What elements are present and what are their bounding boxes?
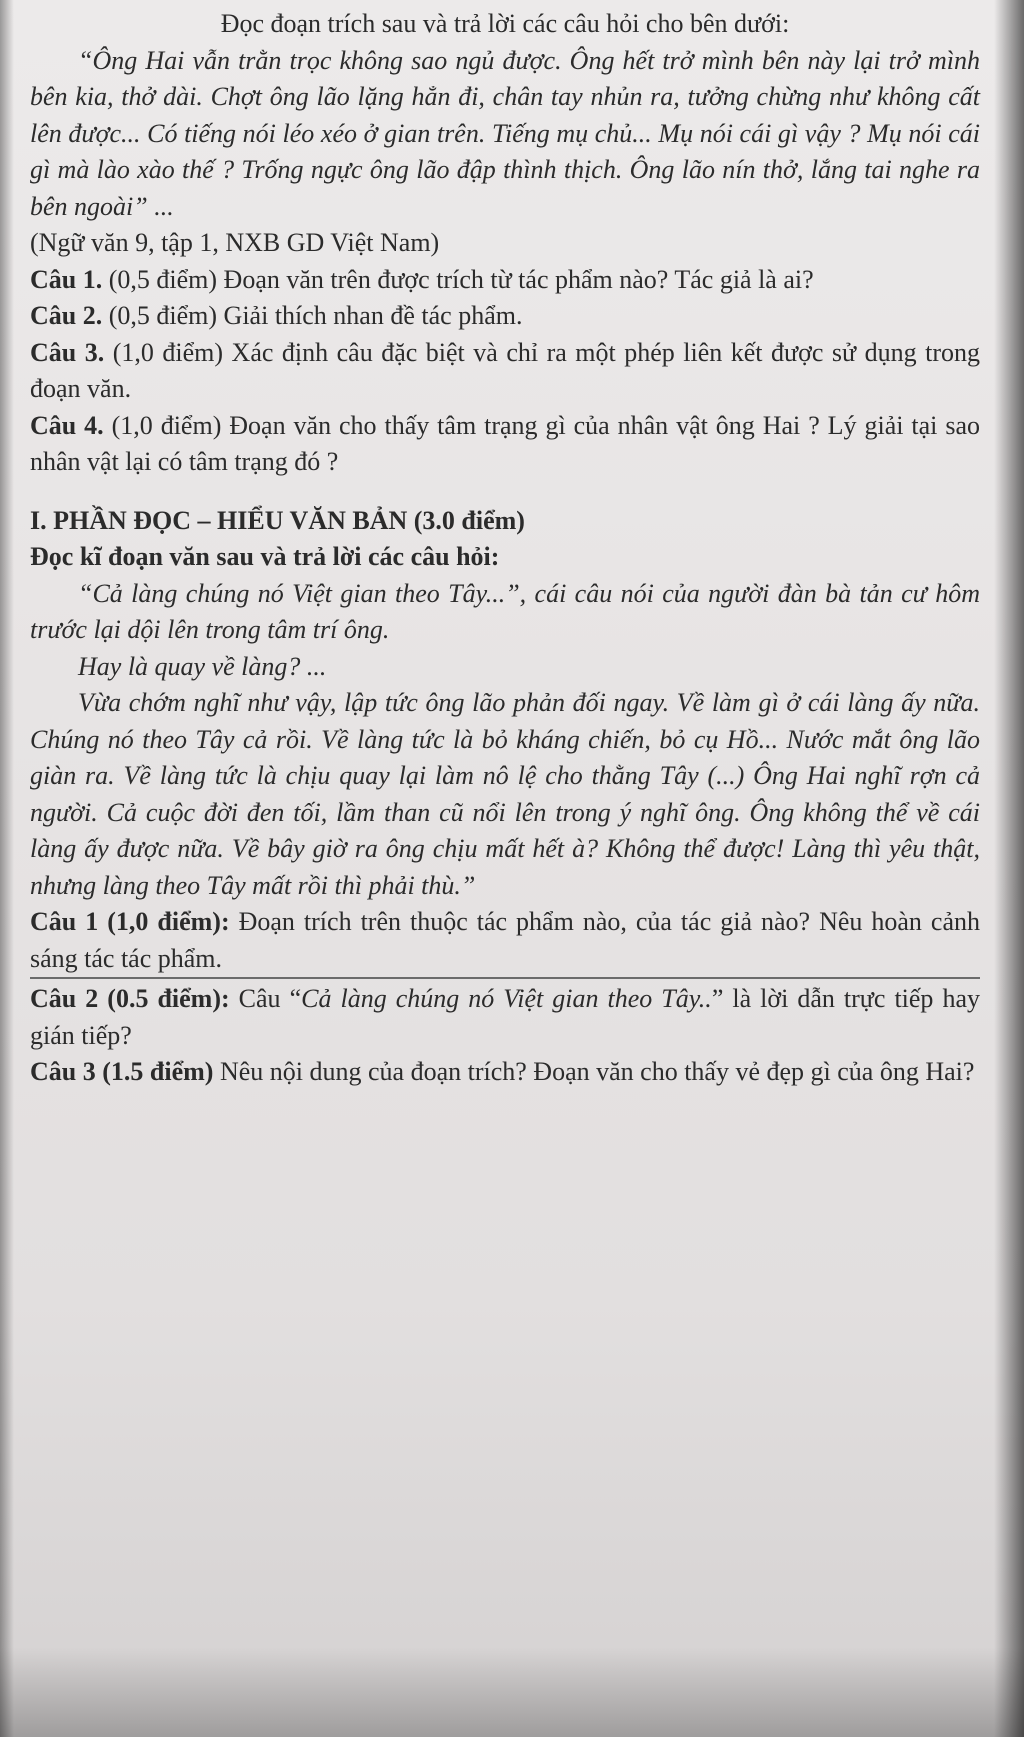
part2-question-1	[30, 904, 980, 977]
part1-instruction: Đọc đoạn trích sau và trả lời các câu hỏi cho bên dưới:	[220, 9, 790, 38]
question-text-pre: Câu “	[238, 984, 302, 1013]
part1-source: (Ngữ văn 9, tập 1, NXB GD Việt Nam)	[30, 228, 440, 257]
part1-question-2	[30, 298, 980, 335]
part2-passage-2: Hay là quay về làng? ...	[78, 651, 327, 681]
question-score: (0.5 điểm):	[107, 984, 230, 1013]
question-score: (1,0 điểm):	[107, 907, 230, 936]
part1-question-4	[30, 408, 980, 481]
question-score: (1.5 điểm)	[102, 1057, 214, 1086]
question-text: Nêu nội dung của đoạn trích? Đoạn văn cho thấy vẻ đẹp gì của ông Hai?	[219, 1057, 975, 1086]
part2-passage-3: Vừa chớm nghĩ như vậy, lập tức ông lão phản đối ngay. Về làm gì ở cái làng ấy nữa. Chúng nó theo Tây cả rồi. Về làng tức là bỏ kháng chiến, bỏ cụ Hồ... Nước mắt ông lão giàn ra. Về làng tức là chịu quay lại làm nô lệ cho thằng Tây (...) Ông Hai nghĩ rợn cả người. Cả cuộc đời đen tối, lầm than cũ nổi lên trong ý nghĩ ông. Ông không thể về cái làng ấy được nữa. Về bây giờ ra ông chịu mất hết à? Không thể được! Làng thì yêu thật, nhưng làng theo Tây mất rồi thì phải thù.”	[30, 688, 980, 900]
part1-question-3	[30, 335, 980, 408]
question-label: Câu 1.	[30, 264, 103, 294]
question-text: (0,5 điểm) Đoạn văn trên được trích từ tác phẩm nào? Tác giả là ai?	[108, 264, 814, 294]
question-text: (1,0 điểm) Xác định câu đặc biệt và chỉ ra một phép liên kết được sử dụng trong đoạn văn.	[30, 337, 980, 403]
question-label: Câu 3.	[30, 337, 105, 367]
part2-instruction: Đọc kĩ đoạn văn sau và trả lời các câu hỏi:	[30, 542, 500, 571]
question-label: Câu 2.	[30, 301, 103, 330]
question-label: Câu 1	[30, 907, 99, 936]
question-label: Câu 4.	[30, 410, 104, 440]
divider-line	[30, 977, 980, 979]
question-text: (0,5 điểm) Giải thích nhan đề tác phẩm.	[108, 301, 523, 330]
part2-passage-1: “Cả làng chúng nó Việt gian theo Tây...”, cái câu nói của người đàn bà tản cư hôm trước lại dội lên trong tâm trí ông.	[30, 578, 980, 644]
question-text-post: ” là lời dẫn trực tiếp hay gián tiếp?	[30, 984, 980, 1050]
question-label: Câu 3	[30, 1057, 96, 1086]
part1-passage: “Ông Hai vẫn trằn trọc không sao ngủ được. Ông hết trở mình bên này lại trở mình bên kia, thở dài. Chợt ông lão lặng hẳn đi, chân tay nhủn ra, tưởng chừng như không cất lên được... Có tiếng nói léo xéo ở gian trên. Tiếng mụ chủ... Mụ nói cái gì vậy ? Mụ nói cái gì mà lào xào thế ? Trống ngực ông lão đập thình thịch. Ông lão nín thở, lắng tai nghe ra bên ngoài” ...	[30, 45, 980, 221]
question-quote: Cả làng chúng nó Việt gian theo Tây..	[301, 984, 712, 1013]
question-text: (1,0 điểm) Đoạn văn cho thấy tâm trạng gì của nhân vật ông Hai ? Lý giải tại sao nhân vật lại có tâm trạng đó ?	[30, 410, 980, 476]
part2-question-3	[30, 1054, 980, 1091]
question-text: Đoạn trích trên thuộc tác phẩm nào, của tác giả nào? Nêu hoàn cảnh sáng tác tác phẩm.	[30, 907, 981, 973]
question-label: Câu 2	[30, 984, 99, 1013]
part2-question-2	[30, 981, 980, 1054]
part1-question-1	[30, 262, 980, 299]
section-heading: I. PHẦN ĐỌC – HIỂU VĂN BẢN (3.0 điểm)	[30, 505, 525, 535]
